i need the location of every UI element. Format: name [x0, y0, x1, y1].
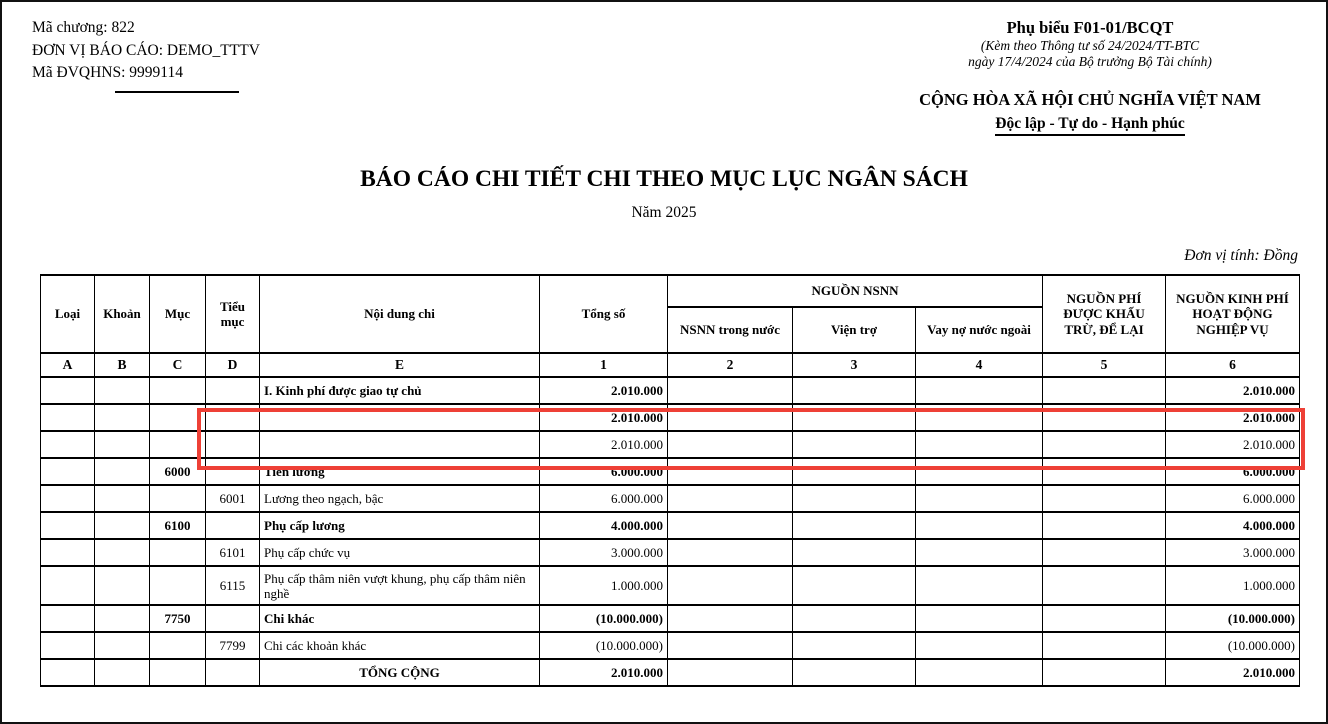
cell-tong-so: (10.000.000) [540, 632, 668, 659]
cell-khoan [95, 632, 150, 659]
cell-vay-no [916, 377, 1043, 404]
col-letter: 3 [793, 353, 916, 377]
cell-noi-dung: Tiền lương [260, 458, 540, 485]
cell-nsnn-trong-nuoc [668, 605, 793, 632]
cell-vien-tro [793, 485, 916, 512]
cell-loai [41, 512, 95, 539]
table-row [41, 605, 1300, 632]
cell-muc [150, 539, 206, 566]
column-letter-row [41, 353, 1300, 377]
cell-tieu-muc [206, 404, 260, 431]
cell-noi-dung: Phụ cấp lương [260, 512, 540, 539]
cell-nsnn-trong-nuoc [668, 377, 793, 404]
cell-nsnn-trong-nuoc [668, 659, 793, 686]
header-loai: Loại [41, 275, 95, 353]
table-row [41, 404, 1300, 431]
cell-vien-tro [793, 377, 916, 404]
cell-nguon-kinh-phi: 2.010.000 [1166, 404, 1300, 431]
cell-tieu-muc: 6101 [206, 539, 260, 566]
report-year: Năm 2025 [631, 204, 697, 221]
cell-vay-no [916, 404, 1043, 431]
cell-loai [41, 404, 95, 431]
cell-vien-tro [793, 431, 916, 458]
cell-vien-tro [793, 566, 916, 605]
cell-tong-so: 6.000.000 [540, 458, 668, 485]
cell-nguon-kinh-phi: (10.000.000) [1166, 632, 1300, 659]
cell-tieu-muc [206, 605, 260, 632]
cell-khoan [95, 605, 150, 632]
col-letter: 4 [916, 353, 1043, 377]
cell-nguon-phi [1043, 431, 1166, 458]
cell-nguon-phi [1043, 404, 1166, 431]
col-letter: 1 [540, 353, 668, 377]
table-row [41, 431, 1300, 458]
cell-loai [41, 566, 95, 605]
cell-vien-tro [793, 458, 916, 485]
cell-khoan [95, 659, 150, 686]
header-khoan: Khoản [95, 275, 150, 353]
col-letter: 5 [1043, 353, 1166, 377]
cell-loai [41, 659, 95, 686]
header-muc: Mục [150, 275, 206, 353]
cell-loai [41, 377, 95, 404]
cell-muc [150, 566, 206, 605]
cell-nguon-kinh-phi: 2.010.000 [1166, 377, 1300, 404]
table-row [41, 377, 1300, 404]
cell-khoan [95, 458, 150, 485]
cell-nguon-kinh-phi: 6.000.000 [1166, 485, 1300, 512]
header-nguon-kinh-phi: NGUỒN KINH PHÍ HOẠT ĐỘNG NGHIỆP VỤ [1166, 275, 1300, 353]
cell-tong-so: 4.000.000 [540, 512, 668, 539]
cell-vien-tro [793, 404, 916, 431]
table-row [41, 485, 1300, 512]
col-letter: B [95, 353, 150, 377]
header-tieu-muc: Tiểu mục [206, 275, 260, 353]
cell-nguon-phi [1043, 632, 1166, 659]
table-row [41, 566, 1300, 605]
table-body [41, 377, 1300, 686]
cell-vay-no [916, 566, 1043, 605]
cell-muc: 6100 [150, 512, 206, 539]
cell-tieu-muc [206, 512, 260, 539]
cell-tieu-muc [206, 431, 260, 458]
cell-khoan [95, 539, 150, 566]
cell-vay-no [916, 605, 1043, 632]
cell-muc [150, 431, 206, 458]
national-motto: Độc lập - Tự do - Hạnh phúc [880, 115, 1300, 133]
cell-muc [150, 404, 206, 431]
cell-noi-dung: I. Kinh phí được giao tự chủ [260, 377, 540, 404]
cell-tong-so: 2.010.000 [540, 431, 668, 458]
cell-khoan [95, 404, 150, 431]
col-letter: 2 [668, 353, 793, 377]
report-meta-right [880, 18, 1300, 133]
cell-nguon-phi [1043, 539, 1166, 566]
header-nsnn-trong-nuoc: NSNN trong nước [668, 307, 793, 353]
cell-vay-no [916, 485, 1043, 512]
cell-nsnn-trong-nuoc [668, 566, 793, 605]
chapter-code: Mã chương: 822 [32, 19, 135, 36]
cell-tong-so: 2.010.000 [540, 377, 668, 404]
header-group-nguon-nsnn: NGUỒN NSNN [668, 275, 1043, 307]
cell-loai [41, 431, 95, 458]
cell-loai [41, 539, 95, 566]
cell-vay-no [916, 659, 1043, 686]
cell-vien-tro [793, 605, 916, 632]
cell-nguon-kinh-phi: 4.000.000 [1166, 512, 1300, 539]
cell-nsnn-trong-nuoc [668, 539, 793, 566]
cell-tieu-muc: 6115 [206, 566, 260, 605]
cell-muc: 7750 [150, 605, 206, 632]
cell-nguon-kinh-phi: 2.010.000 [1166, 431, 1300, 458]
attachment-note-line2: ngày 17/4/2024 của Bộ trưởng Bộ Tài chính) [968, 53, 1212, 69]
unit-relation-code: Mã ĐVQHNS: 9999114 [32, 64, 183, 81]
cell-nsnn-trong-nuoc [668, 458, 793, 485]
cell-nguon-kinh-phi: 6.000.000 [1166, 458, 1300, 485]
cell-nsnn-trong-nuoc [668, 632, 793, 659]
cell-loai [41, 605, 95, 632]
table-row [41, 659, 1300, 686]
cell-loai [41, 632, 95, 659]
cell-tong-so: (10.000.000) [540, 605, 668, 632]
header-vien-tro: Viện trợ [793, 307, 916, 353]
national-title: CỘNG HÒA XÃ HỘI CHỦ NGHĨA VIỆT NAM [919, 90, 1261, 109]
cell-nguon-phi [1043, 485, 1166, 512]
cell-noi-dung: TỔNG CỘNG [260, 659, 540, 686]
cell-nguon-phi [1043, 566, 1166, 605]
table-row [41, 512, 1300, 539]
cell-vay-no [916, 539, 1043, 566]
currency-unit-note: Đơn vị tính: Đồng [1184, 247, 1298, 264]
underline-rule [115, 91, 239, 93]
cell-vien-tro [793, 512, 916, 539]
page-title: BÁO CÁO CHI TIẾT CHI THEO MỤC LỤC NGÂN SÁCH [360, 166, 968, 192]
header-nguon-phi: NGUỒN PHÍ ĐƯỢC KHẤU TRỪ, ĐỂ LẠI [1043, 275, 1166, 353]
table-row [41, 458, 1300, 485]
table-header [41, 275, 1300, 377]
cell-muc [150, 485, 206, 512]
cell-tieu-muc [206, 659, 260, 686]
cell-vien-tro [793, 659, 916, 686]
cell-loai [41, 458, 95, 485]
cell-nguon-phi [1043, 605, 1166, 632]
cell-noi-dung [260, 431, 540, 458]
header-noi-dung-chi: Nội dung chi [260, 275, 540, 353]
table-row [41, 632, 1300, 659]
col-letter: D [206, 353, 260, 377]
cell-noi-dung [260, 404, 540, 431]
cell-vay-no [916, 632, 1043, 659]
cell-nguon-phi [1043, 659, 1166, 686]
cell-tong-so: 1.000.000 [540, 566, 668, 605]
cell-nguon-phi [1043, 512, 1166, 539]
cell-tong-so: 2.010.000 [540, 659, 668, 686]
cell-khoan [95, 566, 150, 605]
report-meta-left [32, 17, 260, 85]
header-tong-so: Tổng số [540, 275, 668, 353]
cell-tieu-muc [206, 458, 260, 485]
cell-noi-dung: Phụ cấp chức vụ [260, 539, 540, 566]
reporting-unit: ĐƠN VỊ BÁO CÁO: DEMO_TTTV [32, 41, 260, 59]
cell-khoan [95, 377, 150, 404]
budget-detail-table [40, 274, 1300, 687]
cell-nguon-kinh-phi: 3.000.000 [1166, 539, 1300, 566]
cell-loai [41, 485, 95, 512]
cell-khoan [95, 512, 150, 539]
cell-vien-tro [793, 539, 916, 566]
cell-muc: 6000 [150, 458, 206, 485]
cell-khoan [95, 485, 150, 512]
header-vay-no-nuoc-ngoai: Vay nợ nước ngoài [916, 307, 1043, 353]
cell-noi-dung: Phụ cấp thâm niên vượt khung, phụ cấp thâm niên nghề [260, 566, 540, 605]
cell-noi-dung: Chi các khoản khác [260, 632, 540, 659]
col-letter: 6 [1166, 353, 1300, 377]
attachment-note-line1: (Kèm theo Thông tư số 24/2024/TT-BTC [980, 38, 1200, 53]
cell-khoan [95, 431, 150, 458]
cell-muc [150, 632, 206, 659]
form-code: Phụ biểu F01-01/BCQT [1006, 18, 1174, 37]
cell-nguon-kinh-phi: 2.010.000 [1166, 659, 1300, 686]
cell-tieu-muc: 6001 [206, 485, 260, 512]
cell-nguon-kinh-phi: 1.000.000 [1166, 566, 1300, 605]
cell-vay-no [916, 431, 1043, 458]
table-row [41, 539, 1300, 566]
cell-nguon-kinh-phi: (10.000.000) [1166, 605, 1300, 632]
cell-nsnn-trong-nuoc [668, 512, 793, 539]
cell-tong-so: 2.010.000 [540, 404, 668, 431]
cell-nguon-phi [1043, 458, 1166, 485]
cell-noi-dung: Chi khác [260, 605, 540, 632]
cell-tieu-muc [206, 377, 260, 404]
cell-nsnn-trong-nuoc [668, 485, 793, 512]
cell-nguon-phi [1043, 377, 1166, 404]
col-letter: E [260, 353, 540, 377]
cell-tong-so: 6.000.000 [540, 485, 668, 512]
cell-muc [150, 659, 206, 686]
col-letter: A [41, 353, 95, 377]
cell-noi-dung: Lương theo ngạch, bậc [260, 485, 540, 512]
cell-vay-no [916, 458, 1043, 485]
cell-tieu-muc: 7799 [206, 632, 260, 659]
cell-vay-no [916, 512, 1043, 539]
cell-nsnn-trong-nuoc [668, 404, 793, 431]
cell-tong-so: 3.000.000 [540, 539, 668, 566]
cell-nsnn-trong-nuoc [668, 431, 793, 458]
col-letter: C [150, 353, 206, 377]
cell-vien-tro [793, 632, 916, 659]
cell-muc [150, 377, 206, 404]
